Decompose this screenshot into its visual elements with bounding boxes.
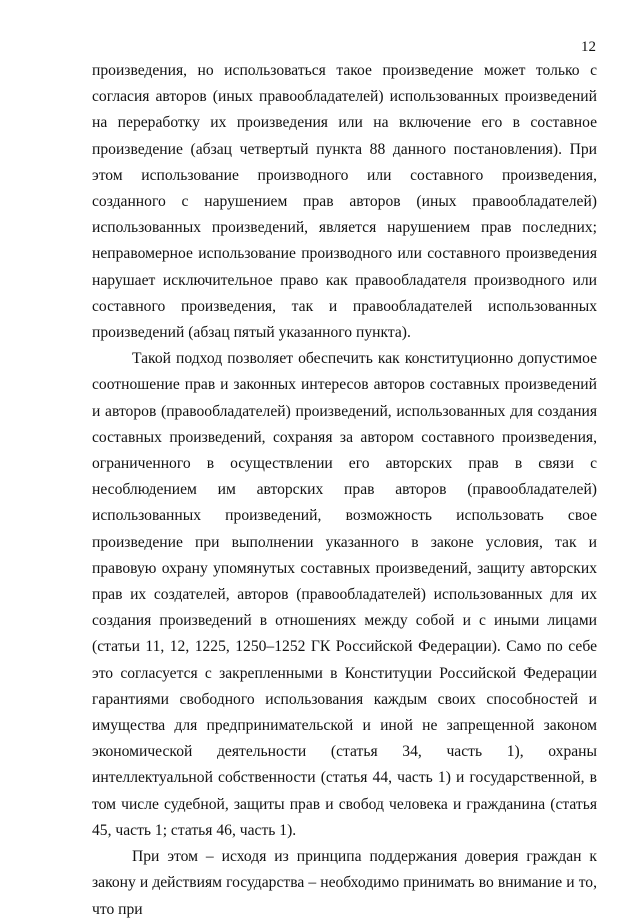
paragraph-approach: Такой подход позволяет обеспечить как конституционно допустимое соотношение прав и законных интересов авторов составных произведений и авторов (правообладателей) произведений, использованных для создания составных произведений, сохраняя за автором составного произведения, ограниченного в осуществлении его авторских прав в связи с несоблюдением им авторских прав авторов (правообладателей) использованных произведений, возможность использовать свое произведение при выполнении указанного в законе условия, так и правовую охрану упомянутых составных произведений, защиту авторских прав их создателей, авторов (правообладателей) использованных для их создания произведений в отношениях между собой и с иными лицами (статьи 11, 12, 1225, 1250–1252 ГК Российской Федерации). Само по себе это согласуется с закрепленными в Конституции Российской Федерации гарантиями свободного использования каждым своих способностей и имущества для предпринимательской и иной не запрещенной законом экономической деятельности (статья 34, часть 1), охраны интеллектуальной собственности (статья 44, часть 1) и государственной, в том числе судебной, защиты прав и свобод человека и гражданина (статья 45, часть 1; статья 46, часть 1). (92, 350, 597, 839)
page-number: 12 (581, 39, 596, 55)
paragraph-continuation: произведения, но использоваться такое произведение может только с согласия авторов (иных правообладателей) использованных произведений на переработку их произведения или на включение его в составное произведение (абзац четвертый пункта 88 данного постановления). При этом использование производного или составного произведения, созданного с нарушением прав авторов (иных правообладателей) использованных произведений, является нарушением прав последних; неправомерное использование производного или составного произведения нарушает исключительное право как правообладателя производного или составного произведения, так и правообладателей использованных произведений (абзац пятый указанного пункта). (92, 62, 597, 342)
document-body (92, 58, 597, 923)
paragraph-trust-principle: При этом – исходя из принципа поддержания доверия граждан к закону и действиям государства – необходимо принимать во внимание и то, что при (92, 848, 597, 918)
